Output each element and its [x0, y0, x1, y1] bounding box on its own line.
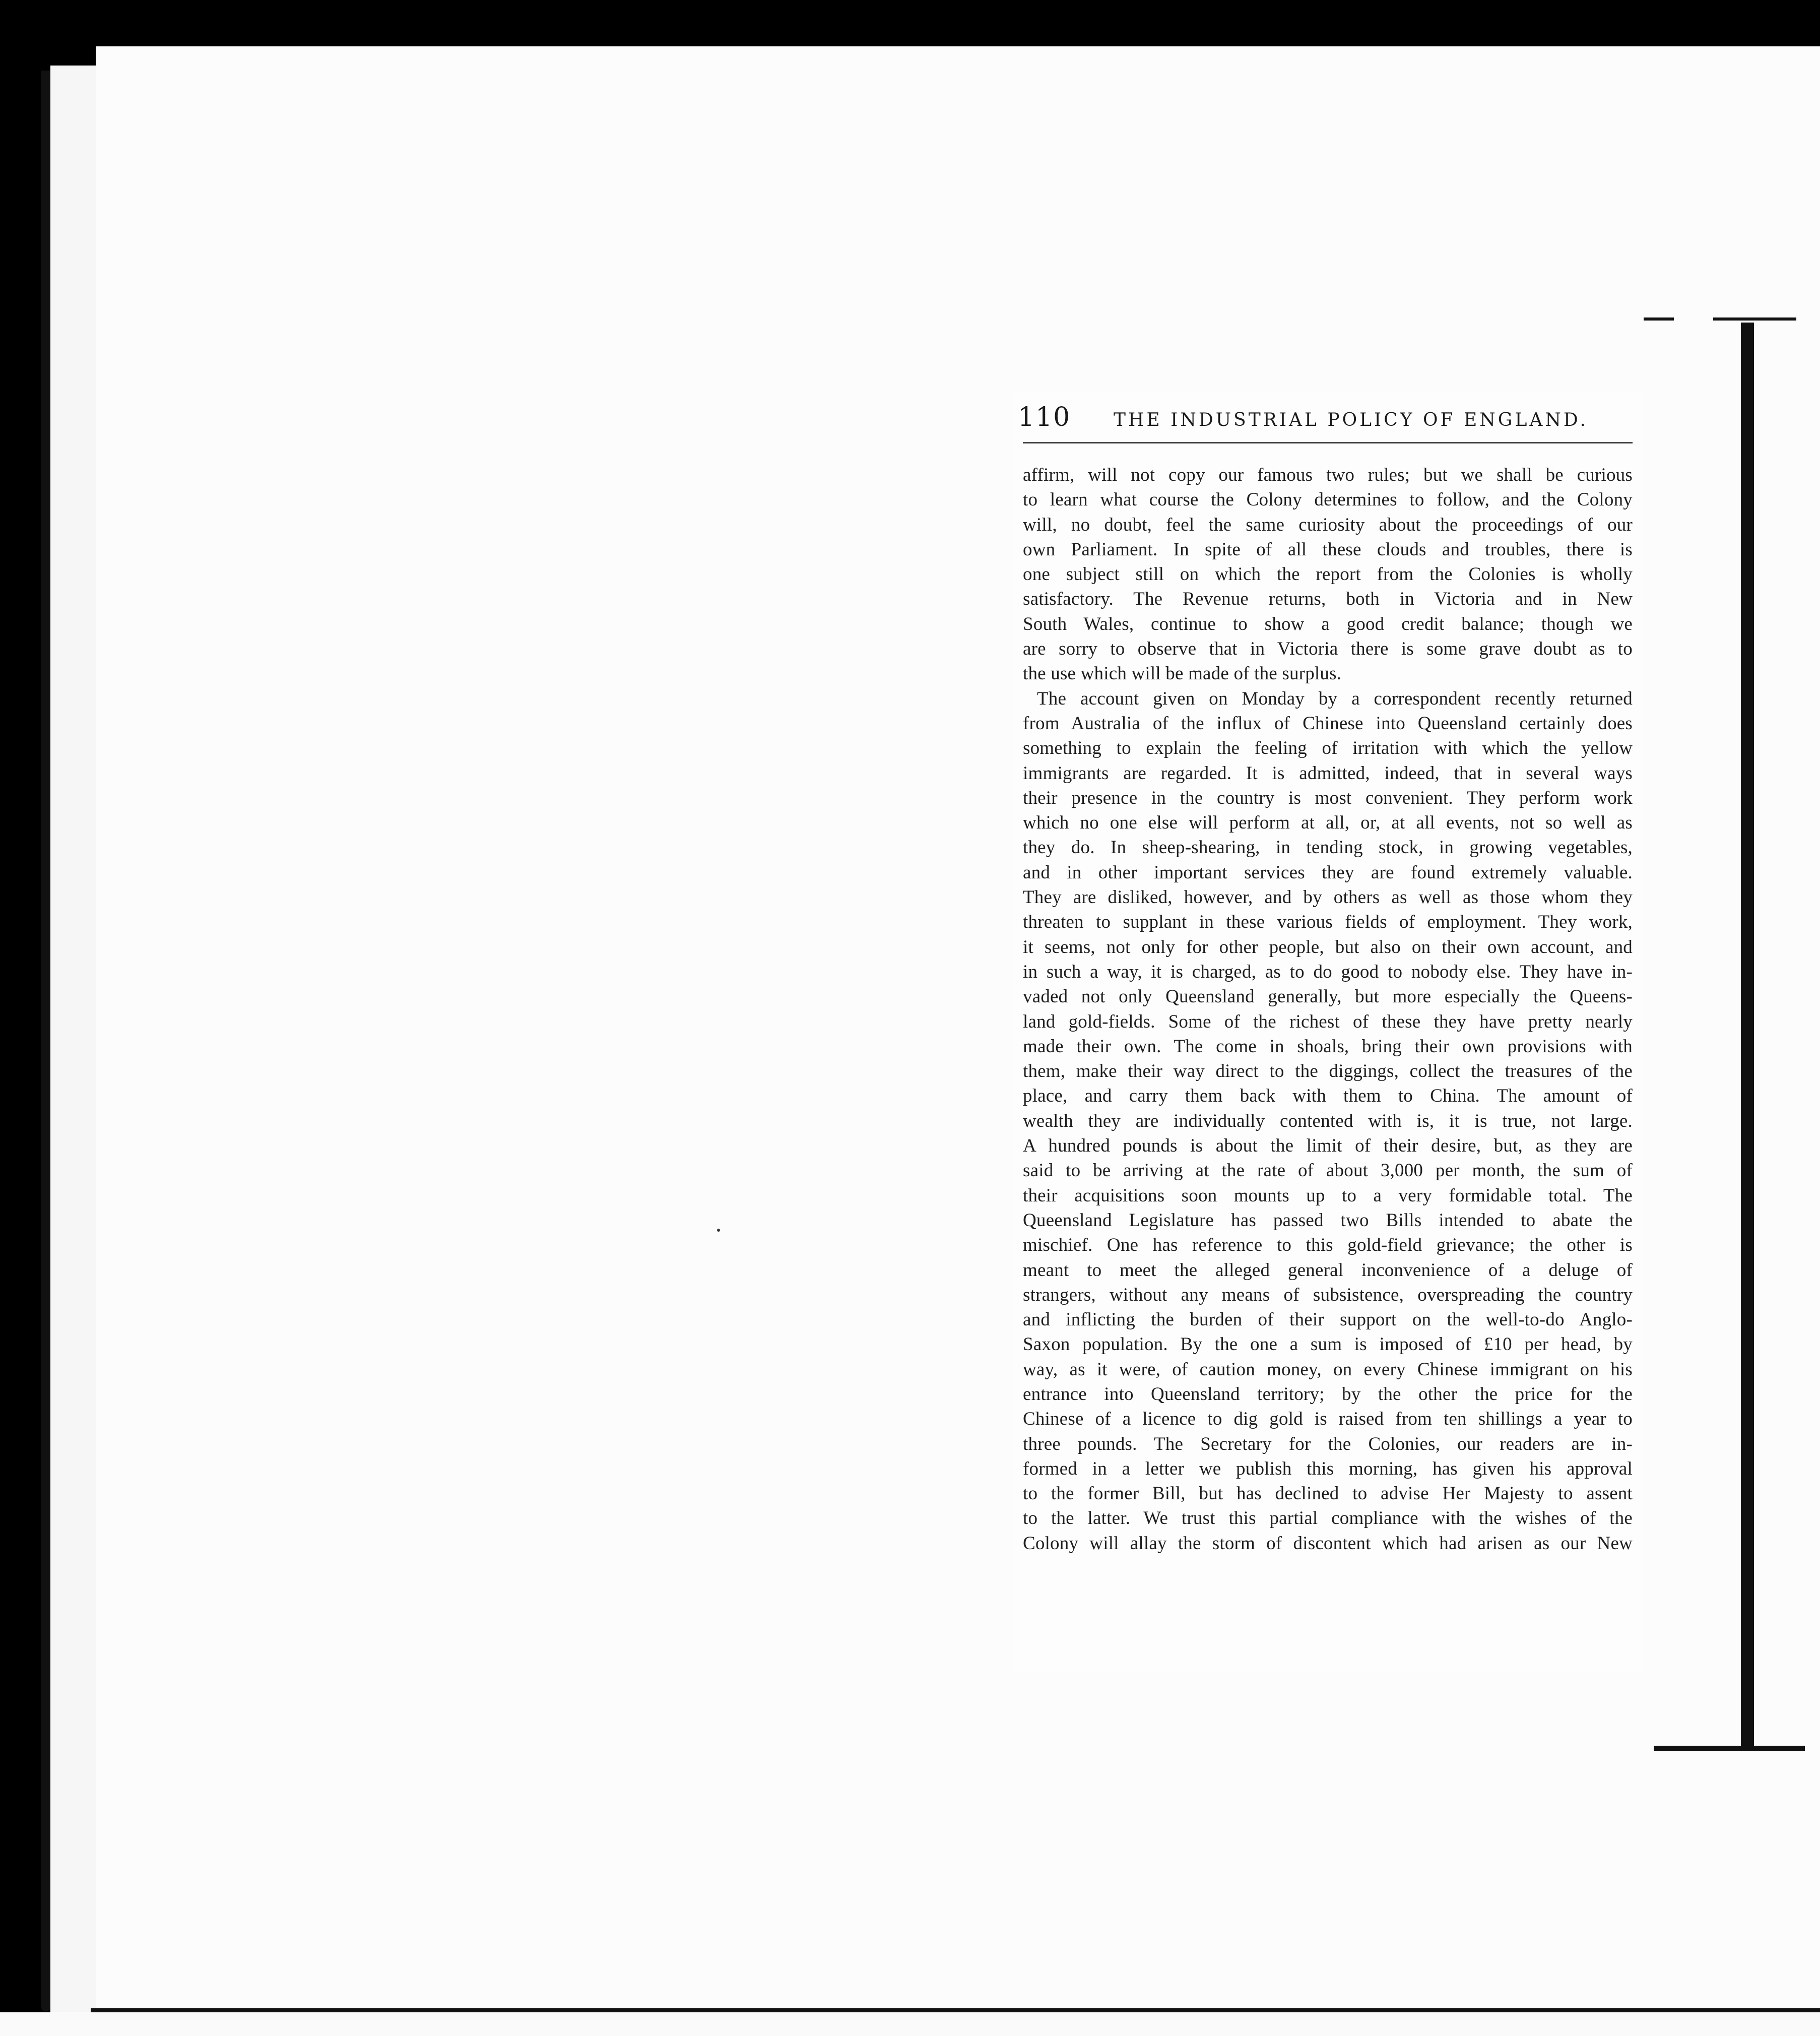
text-line: way, as it were, of caution money, on every Chinese immigrant on his	[1023, 1359, 1633, 1380]
text-line: in such a way, it is charged, as to do good to nobody else. They have in-	[1023, 961, 1633, 982]
text-line: A hundred pounds is about the limit of their desire, but, as they are	[1023, 1135, 1633, 1157]
scan-left-edge	[41, 71, 50, 2011]
text-line: one subject still on which the report from the Colonies is wholly	[1023, 564, 1633, 585]
text-line: it seems, not only for other people, but also on their own account, and	[1023, 936, 1633, 958]
text-line: are sorry to observe that in Victoria there is some grave doubt as to	[1023, 639, 1633, 660]
bracket-bottom-foot	[1654, 1746, 1805, 1751]
text-line: to the latter. We trust this partial compliance with the wishes of the	[1023, 1508, 1633, 1529]
running-head	[1018, 402, 1643, 437]
scan-top-border	[0, 0, 1820, 45]
right-scan-bracket	[1741, 323, 1754, 1749]
body-text	[1023, 463, 1653, 1556]
text-line: which no one else will perform at all, or, at all events, not so well as	[1023, 812, 1633, 834]
header-rule	[1023, 442, 1633, 443]
text-line: they do. In sheep-shearing, in tending stock, in growing vegetables,	[1023, 837, 1633, 858]
text-line: strangers, without any means of subsistence, overspreading the country	[1023, 1284, 1633, 1305]
text-line: and inflicting the burden of their support on the well-to-do Anglo-	[1023, 1309, 1633, 1330]
text-line: mischief. One has reference to this gold-field grievance; the other is	[1023, 1235, 1633, 1256]
text-line: the use which will be made of the surplus.	[1023, 663, 1342, 684]
text-line: them, make their way direct to the diggings, collect the treasures of the	[1023, 1061, 1633, 1082]
text-line: Queensland Legislature has passed two Bills intended to abate the	[1023, 1210, 1633, 1231]
text-line: Colony will allay the storm of discontent which had arisen as our New	[1023, 1533, 1633, 1554]
text-line: place, and carry them back with them to China. The amount of	[1023, 1086, 1633, 1107]
text-line: three pounds. The Secretary for the Colonies, our readers are in-	[1023, 1433, 1633, 1454]
text-line: land gold-fields. Some of the richest of these they have pretty nearly	[1023, 1011, 1633, 1032]
running-title: THE INDUSTRIAL POLICY OF ENGLAND.	[1114, 410, 1588, 430]
text-line: to learn what course the Colony determines to follow, and the Colony	[1023, 489, 1633, 511]
text-line: They are disliked, however, and by others as well as those whom they	[1023, 887, 1633, 908]
text-line: threaten to supplant in these various fields of employment. They work,	[1023, 912, 1633, 933]
scan-bottom-margin	[0, 2012, 1820, 2036]
text-line: vaded not only Queensland generally, but more especially the Queens-	[1023, 986, 1633, 1007]
text-line: own Parliament. In spite of all these clouds and troubles, there is	[1023, 539, 1633, 560]
text-line: Saxon population. By the one a sum is imposed of £10 per head, by	[1023, 1334, 1633, 1355]
text-line: satisfactory. The Revenue returns, both in Victoria and in New	[1023, 589, 1633, 610]
text-line: Chinese of a licence to dig gold is raised from ten shillings a year to	[1023, 1409, 1633, 1430]
scan-speck	[717, 1229, 720, 1232]
bracket-top-left-tick	[1644, 317, 1674, 321]
text-line: from Australia of the influx of Chinese into Queensland certainly does	[1023, 713, 1633, 734]
text-line: their acquisitions soon mounts up to a very formidable total. The	[1023, 1185, 1633, 1206]
scan-bottom-edge	[91, 2008, 1820, 2012]
text-line: entrance into Queensland territory; by the other the price for the	[1023, 1383, 1633, 1405]
text-line: will, no doubt, feel the same curiosity about the proceedings of our	[1023, 514, 1633, 535]
text-line: meant to meet the alleged general inconvenience of a deluge of	[1023, 1259, 1633, 1281]
scan-left-margin	[50, 66, 96, 2013]
text-line: their presence in the country is most convenient. They perform work	[1023, 787, 1633, 808]
text-line: and in other important services they are found extremely valuable.	[1023, 862, 1633, 883]
text-line: formed in a letter we publish this morning, has given his approval	[1023, 1458, 1633, 1479]
bracket-top-right-tick	[1713, 317, 1796, 321]
text-line: to the former Bill, but has declined to advise Her Majesty to assent	[1023, 1483, 1633, 1504]
paragraph-start: The account given on Monday by a correspondent recently returned	[1037, 688, 1633, 709]
text-line: something to explain the feeling of irritation with which the yellow	[1023, 738, 1633, 759]
text-line: made their own. The come in shoals, bring their own provisions with	[1023, 1036, 1633, 1057]
text-line: said to be arriving at the rate of about 3,000 per month, the sum of	[1023, 1160, 1633, 1181]
text-line: immigrants are regarded. It is admitted, indeed, that in several ways	[1023, 762, 1633, 784]
text-line: affirm, will not copy our famous two rules; but we shall be curious	[1023, 465, 1633, 485]
text-line: South Wales, continue to show a good credit balance; though we	[1023, 613, 1633, 634]
page-number: 110	[1018, 402, 1071, 432]
text-line: wealth they are individually contented with is, it is true, not large.	[1023, 1110, 1633, 1131]
